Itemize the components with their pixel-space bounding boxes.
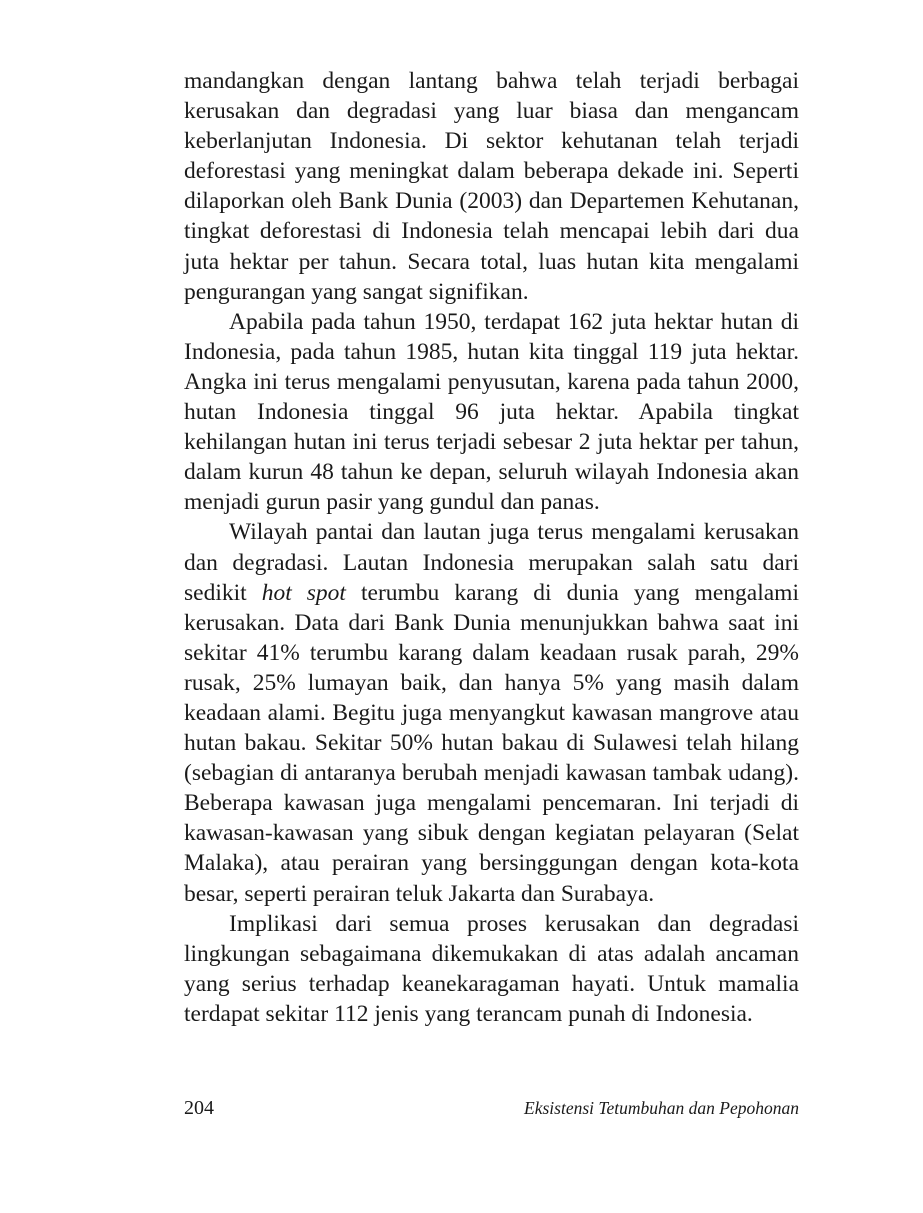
paragraph-continuation: mandangkan dengan lantang bahwa telah terjadi berbagai kerusakan dan degradasi yang luar biasa dan mengancam keberlanjutan Indonesia. Di sektor kehutanan telah terjadi deforestasi yang meningkat dalam beberapa dekade ini. Seperti dilaporkan oleh Bank Dunia (2003) dan Departemen Kehutanan, tingkat deforestasi di Indonesia telah mencapai lebih dari dua juta hektar per tahun. Secara total, luas hutan kita mengalami pengurangan yang sangat signifikan.	[184, 68, 799, 305]
paragraph-text-before-italic: Wilayah pantai dan lautan juga terus mengalami kerusakan dan degradasi. Lautan Indonesia merupakan salah satu dari sedikit	[184, 519, 799, 606]
paragraph-text-after-italic: terumbu karang di dunia yang mengalami kerusakan. Data dari Bank Dunia menunjukkan bahwa saat ini sekitar 41% terumbu karang dalam keadaan rusak parah, 29% rusak, 25% lumayan baik, dan hanya 5% yang masih dalam keadaan alami. Begitu juga menyangkut kawasan mangrove atau hutan bakau. Sekitar 50% hutan bakau di Sulawesi telah hilang (sebagian di antaranya berubah menjadi kawasan tambak udang). Beberapa kawasan juga mengalami pencemaran. Ini terjadi di kawasan-kawasan yang sibuk dengan kegiatan pelayaran (Selat Malaka), atau perairan yang bersinggungan dengan kota-kota besar, seperti perairan teluk Jakarta dan Surabaya.	[184, 579, 799, 907]
running-title: Eksistensi Tetumbuhan dan Pepohonan	[524, 1098, 799, 1118]
page-body	[184, 66, 799, 1029]
page-footer	[184, 1097, 799, 1120]
paragraph-forest-statistics: Apabila pada tahun 1950, terdapat 162 juta hektar hutan di Indonesia, pada tahun 1985, hutan kita tinggal 119 juta hektar. Angka ini terus mengalami penyusutan, karena pada tahun 2000, hutan Indonesia tinggal 96 juta hektar. Apabila tingkat kehilangan hutan ini terus terjadi sebesar 2 juta hektar per tahun, dalam kurun 48 tahun ke depan, seluruh wilayah Indonesia akan menjadi gurun pasir yang gundul dan panas.	[184, 308, 799, 516]
italic-term-hot-spot: hot spot	[261, 579, 346, 606]
paragraph-biodiversity-threat: Implikasi dari semua proses kerusakan dan degradasi lingkungan sebagaimana dikemukakan di atas adalah ancaman yang serius terhadap keanekaragaman hayati. Untuk mamalia terdapat sekitar 112 jenis yang terancam punah di Indonesia.	[184, 910, 799, 1027]
paragraph-coastal-degradation	[184, 517, 799, 908]
page-number: 204	[184, 1097, 214, 1119]
